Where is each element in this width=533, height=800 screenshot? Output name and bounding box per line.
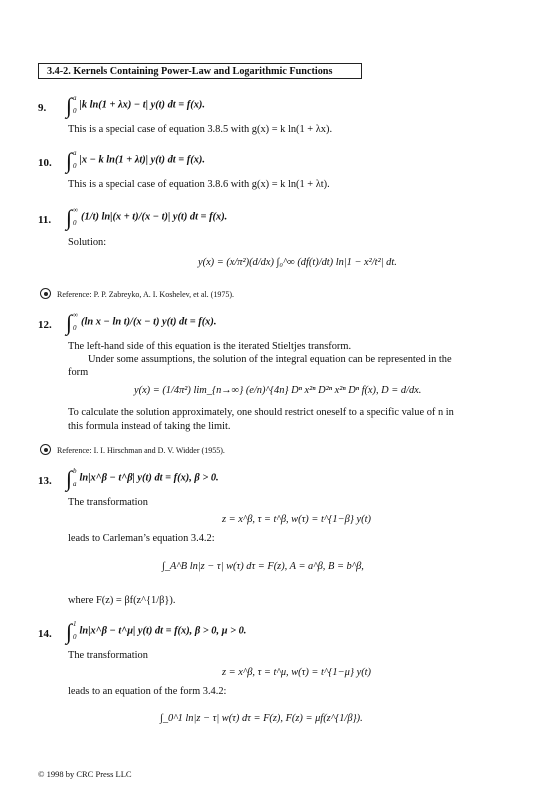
equation-number-11: 11. — [38, 214, 52, 226]
transformation-14: z = x^β, τ = t^μ, w(τ) = t^{1−μ} y(t) — [222, 667, 372, 678]
paragraph-line: leads to Carleman’s equation 3.4.2: — [68, 533, 215, 544]
equation-14-body: ln|x^β − t^μ| y(t) dt = f(x), β > 0, μ > 0. — [79, 625, 247, 637]
integral-sign: ∫ — [66, 148, 73, 174]
equation-10-body: |x − k ln(1 + λt)| y(t) dt = f(x). — [79, 154, 205, 166]
note-10: This is a special case of equation 3.8.6 with g(x) = k ln(1 + λt). — [68, 179, 330, 190]
integral-sign: ∫ — [66, 205, 73, 231]
solution-label-11: Solution: — [68, 237, 107, 248]
paragraph-line: where F(z) = βf(z^{1/β}). — [68, 595, 176, 606]
copyright-footer: © 1998 by CRC Press LLC — [38, 769, 132, 779]
integral-limits: ∞ 0 — [73, 206, 79, 227]
integral-sign: ∫ — [66, 466, 73, 492]
paragraph-line: The transformation — [68, 497, 148, 508]
integral-limits: a 0 — [73, 149, 77, 170]
transformation-13: z = x^β, τ = t^β, w(τ) = t^{1−β} y(t) — [222, 514, 371, 525]
integral-limits: ∞ 0 — [73, 311, 79, 332]
integral-limits: 1 0 — [73, 620, 77, 641]
paragraph-line: The left-hand side of this equation is the iterated Stieltjes transform. — [68, 341, 352, 352]
equation-10 — [66, 147, 205, 176]
paragraph-line: The transformation — [68, 650, 148, 661]
solution-formula-12: y(x) = (1/4π²) lim_{n→∞} (e/n)^{4n} Dⁿ x²ⁿ D²ⁿ x²ⁿ Dⁿ f(x), D = d/dx. — [134, 385, 422, 396]
equation-9 — [66, 92, 205, 121]
equation-13 — [66, 465, 219, 494]
integral-limits: a 0 — [73, 94, 77, 115]
reference-12: Reference: I. I. Hirschman and D. V. Widder (1955). — [40, 444, 225, 456]
paragraph-line: this formula instead of taking the limit. — [68, 421, 231, 432]
equation-number-12: 12. — [38, 319, 52, 331]
equation-13-body: ln|x^β − t^β| y(t) dt = f(x), β > 0. — [79, 472, 219, 484]
equation-12-body: (ln x − ln t)/(x − t) y(t) dt = f(x). — [81, 316, 217, 328]
solution-formula-11: y(x) = (x/π²)(d/dx) ∫₀^∞ (df(t)/dt) ln|1 − x²/t²| dt. — [198, 257, 397, 268]
equation-12 — [66, 309, 216, 338]
paragraph-line: Under some assumptions, the solution of the integral equation can be represented in the — [88, 354, 452, 365]
equation-number-10: 10. — [38, 157, 52, 169]
reference-marker-icon — [40, 444, 51, 455]
equation-number-9: 9. — [38, 102, 47, 114]
integral-limits: b a — [73, 467, 77, 488]
result-formula-13: ∫_A^B ln|z − τ| w(τ) dτ = F(z), A = a^β, B = b^β, — [162, 561, 364, 572]
result-formula-14: ∫_0^1 ln|z − τ| w(τ) dτ = F(z), F(z) = μf(z^{1/β}). — [160, 713, 363, 724]
integral-sign: ∫ — [66, 619, 73, 645]
section-title: 3.4-2. Kernels Containing Power-Law and Logarithmic Functions — [38, 63, 362, 79]
reference-marker-icon — [40, 288, 51, 299]
paragraph-line: form — [68, 367, 89, 378]
paragraph-line: leads to an equation of the form 3.4.2: — [68, 686, 227, 697]
paragraph-line: To calculate the solution approximately, one should restrict oneself to a specific value of n in — [68, 407, 454, 418]
reference-11: Reference: P. P. Zabreyko, A. I. Koshelev, et al. (1975). — [40, 288, 234, 300]
integral-sign: ∫ — [66, 93, 73, 119]
equation-11-body: (1/t) ln|(x + t)/(x − t)| y(t) dt = f(x). — [81, 211, 228, 223]
equation-14 — [66, 618, 246, 647]
equation-number-13: 13. — [38, 475, 52, 487]
note-9: This is a special case of equation 3.8.5 with g(x) = k ln(1 + λx). — [68, 124, 333, 135]
equation-11 — [66, 204, 227, 233]
equation-9-body: |k ln(1 + λx) − t| y(t) dt = f(x). — [79, 99, 205, 111]
equation-number-14: 14. — [38, 628, 52, 640]
integral-sign: ∫ — [66, 310, 73, 336]
